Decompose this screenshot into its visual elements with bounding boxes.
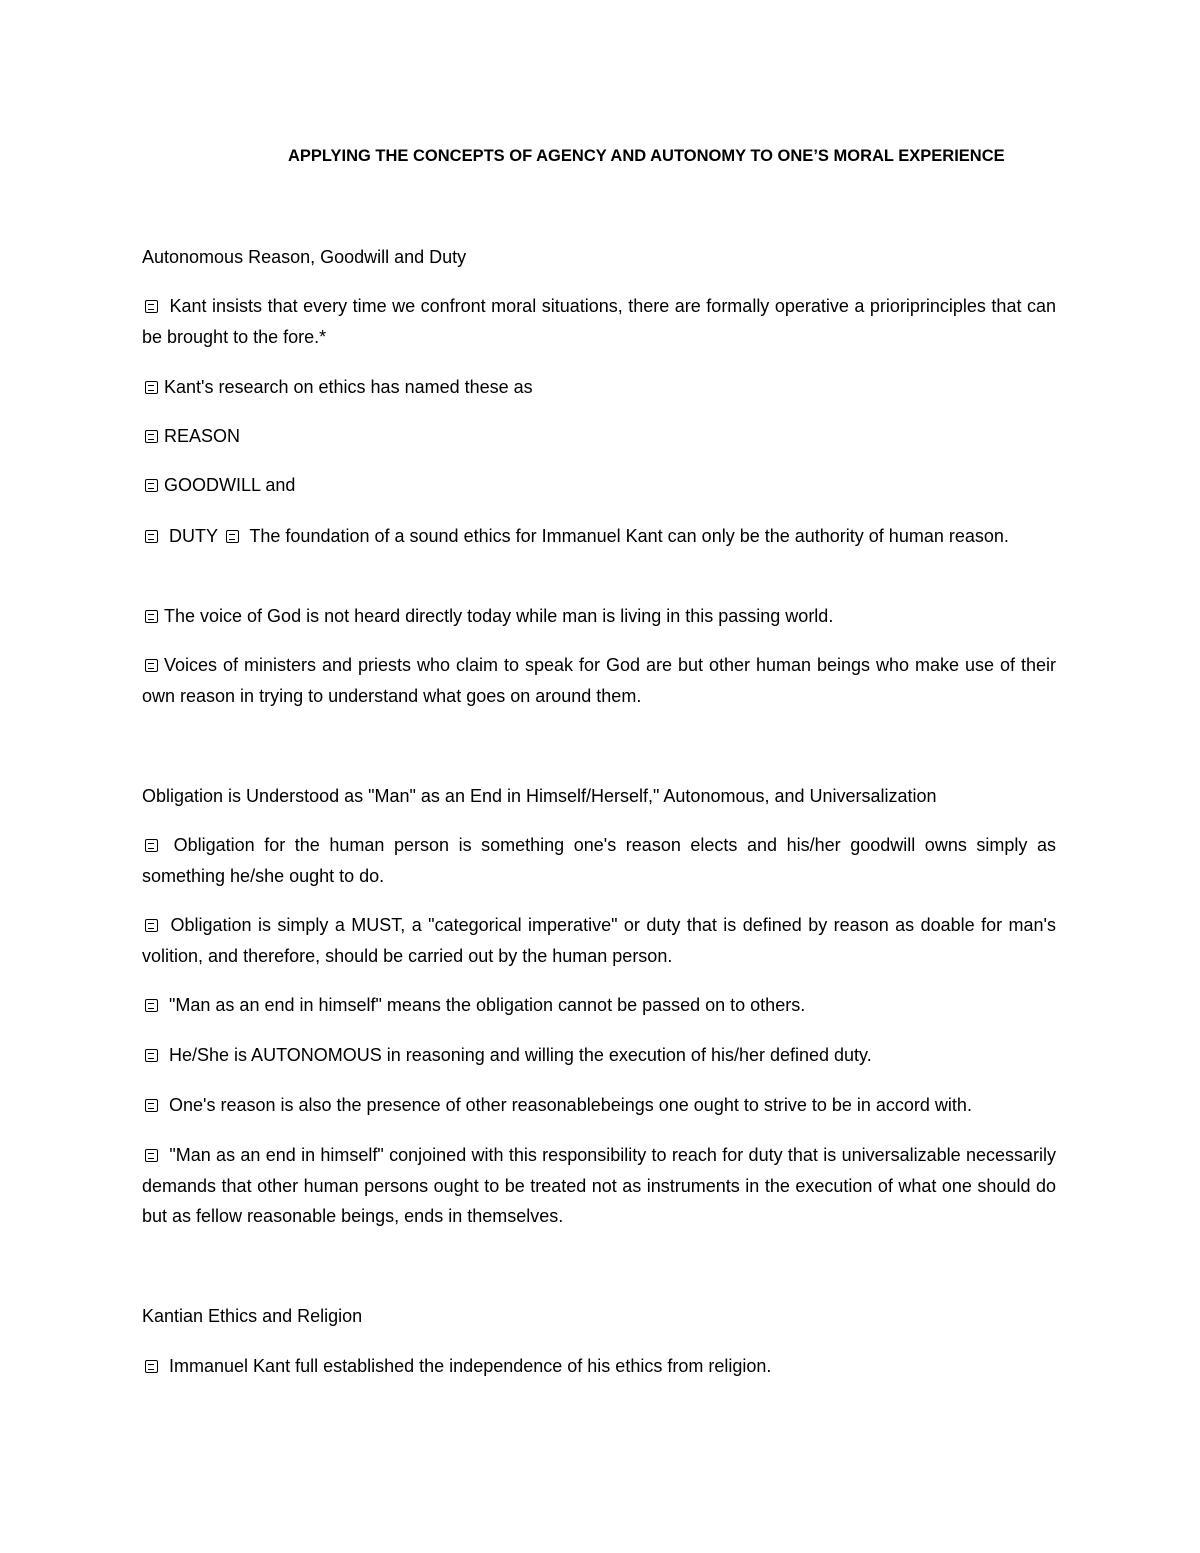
paragraph bbox=[142, 291, 1056, 352]
paragraph-text: "Man as an end in himself" conjoined with this responsibility to reach for duty that is universalizable necessarily demands that other human persons ought to be treated not as instruments in the execution of what one should do but as fellow reasonable beings, ends in themselves. bbox=[142, 1145, 1056, 1226]
bullet-box-icon bbox=[145, 999, 158, 1012]
bullet-box-icon bbox=[145, 1049, 158, 1062]
bullet-box-icon bbox=[145, 300, 158, 313]
paragraph bbox=[142, 1140, 1056, 1232]
paragraph-text: DUTY bbox=[169, 526, 218, 546]
bullet-box-icon bbox=[145, 1149, 158, 1162]
paragraph bbox=[142, 421, 240, 451]
bullet-box-icon bbox=[145, 659, 158, 672]
paragraph bbox=[142, 650, 1056, 711]
paragraph bbox=[142, 601, 833, 631]
document-title: APPLYING THE CONCEPTS OF AGENCY AND AUTONOMY TO ONE’S MORAL EXPERIENCE bbox=[288, 147, 1005, 165]
paragraph-text: "Man as an end in himself" means the obligation cannot be passed on to others. bbox=[169, 995, 806, 1015]
bullet-box-icon bbox=[145, 530, 158, 543]
paragraph bbox=[142, 521, 1056, 552]
paragraph bbox=[142, 1351, 771, 1381]
bullet-box-icon bbox=[145, 1360, 158, 1373]
bullet-box-icon bbox=[145, 479, 158, 492]
paragraph bbox=[142, 470, 295, 500]
paragraph-text: Obligation is simply a MUST, a "categorical imperative" or duty that is defined by reason as doable for man's volition, and therefore, should be carried out by the human person. bbox=[142, 915, 1056, 966]
paragraph bbox=[142, 372, 533, 402]
paragraph-text: One's reason is also the presence of other reasonablebeings one ought to strive to be in accord with. bbox=[169, 1095, 972, 1115]
paragraph-text: GOODWILL and bbox=[164, 475, 296, 495]
bullet-box-icon bbox=[145, 430, 158, 443]
bullet-box-icon bbox=[226, 530, 239, 543]
bullet-box-icon bbox=[145, 839, 158, 852]
section-heading-obligation: Obligation is Understood as "Man" as an End in Himself/Herself," Autonomous, and Universalization bbox=[142, 786, 937, 806]
paragraph-text: Kant insists that every time we confront moral situations, there are formally operative a prioriprinciples that can be brought to the fore.* bbox=[142, 296, 1056, 347]
section-heading-autonomous-reason: Autonomous Reason, Goodwill and Duty bbox=[142, 247, 467, 267]
bullet-box-icon bbox=[145, 919, 158, 932]
paragraph bbox=[142, 990, 805, 1020]
paragraph-text: The voice of God is not heard directly today while man is living in this passing world. bbox=[164, 606, 834, 626]
paragraph-text: He/She is AUTONOMOUS in reasoning and willing the execution of his/her defined duty. bbox=[169, 1045, 872, 1065]
paragraph-text: The foundation of a sound ethics for Immanuel Kant can only be the authority of human reason. bbox=[249, 526, 1009, 546]
paragraph-text: Immanuel Kant full established the independence of his ethics from religion. bbox=[169, 1356, 772, 1376]
paragraph-text: Voices of ministers and priests who claim to speak for God are but other human beings who make use of their own reason in trying to understand what goes on around them. bbox=[142, 655, 1056, 706]
paragraph bbox=[142, 910, 1056, 971]
paragraph-text: REASON bbox=[164, 426, 241, 446]
section-heading-kantian-ethics: Kantian Ethics and Religion bbox=[142, 1306, 363, 1326]
paragraph bbox=[142, 830, 1056, 891]
paragraph bbox=[142, 1090, 972, 1120]
paragraph-text: Obligation for the human person is something one's reason elects and his/her goodwill owns simply as something he/she ought to do. bbox=[142, 835, 1056, 886]
bullet-box-icon bbox=[145, 1099, 158, 1112]
bullet-box-icon bbox=[145, 610, 158, 623]
paragraph bbox=[142, 1040, 872, 1070]
paragraph-text: Kant's research on ethics has named these as bbox=[164, 377, 533, 397]
bullet-box-icon bbox=[145, 381, 158, 394]
